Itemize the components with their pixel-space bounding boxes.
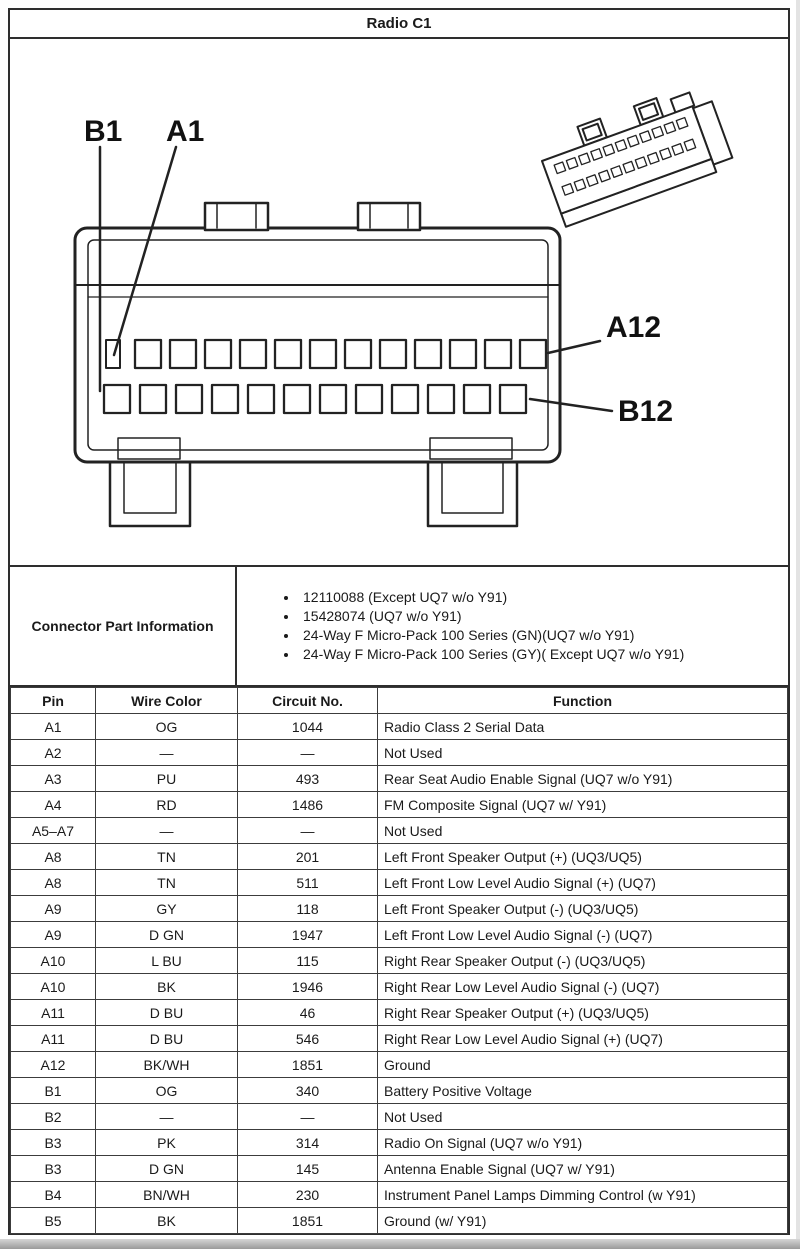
cell-function: Left Front Low Level Audio Signal (-) (UQ7) bbox=[378, 922, 788, 948]
cell-function: Not Used bbox=[378, 1104, 788, 1130]
cell-pin: B3 bbox=[11, 1156, 96, 1182]
table-header-row bbox=[11, 688, 788, 714]
cell-function: Ground bbox=[378, 1052, 788, 1078]
cell-circuit-no: 118 bbox=[238, 896, 378, 922]
cell-circuit-no: 1851 bbox=[238, 1052, 378, 1078]
cell-circuit-no: — bbox=[238, 818, 378, 844]
connector-diagram bbox=[10, 39, 788, 565]
page-title: Radio C1 bbox=[366, 15, 432, 32]
cell-circuit-no: 1946 bbox=[238, 974, 378, 1000]
cell-circuit-no: — bbox=[238, 740, 378, 766]
cell-pin: A8 bbox=[11, 870, 96, 896]
cell-pin: A11 bbox=[11, 1026, 96, 1052]
part-info-item: • 24-Way F Micro-Pack 100 Series (GN)(UQ7 w/o Y91) bbox=[299, 626, 684, 645]
cell-wire-color: PK bbox=[96, 1130, 238, 1156]
cell-pin: A10 bbox=[11, 974, 96, 1000]
cell-circuit-no: 115 bbox=[238, 948, 378, 974]
table-row bbox=[11, 922, 788, 948]
cell-pin: A10 bbox=[11, 948, 96, 974]
cell-function: Not Used bbox=[378, 740, 788, 766]
cell-function: Left Front Speaker Output (+) (UQ3/UQ5) bbox=[378, 844, 788, 870]
table-row bbox=[11, 948, 788, 974]
header-circuit-no: Circuit No. bbox=[238, 688, 378, 714]
cell-circuit-no: 314 bbox=[238, 1130, 378, 1156]
cell-circuit-no: 230 bbox=[238, 1182, 378, 1208]
cell-function: Right Rear Speaker Output (-) (UQ3/UQ5) bbox=[378, 948, 788, 974]
cell-circuit-no: 46 bbox=[238, 1000, 378, 1026]
table-row bbox=[11, 1104, 788, 1130]
cell-wire-color: D GN bbox=[96, 1156, 238, 1182]
cell-circuit-no: 546 bbox=[238, 1026, 378, 1052]
cell-wire-color: L BU bbox=[96, 948, 238, 974]
cell-function: FM Composite Signal (UQ7 w/ Y91) bbox=[378, 792, 788, 818]
cell-wire-color: TN bbox=[96, 844, 238, 870]
cell-wire-color: D BU bbox=[96, 1000, 238, 1026]
table-row bbox=[11, 792, 788, 818]
cell-wire-color: RD bbox=[96, 792, 238, 818]
cell-function: Left Front Low Level Audio Signal (+) (UQ7) bbox=[378, 870, 788, 896]
cell-function: Radio On Signal (UQ7 w/o Y91) bbox=[378, 1130, 788, 1156]
cell-pin: A9 bbox=[11, 896, 96, 922]
table-row bbox=[11, 844, 788, 870]
table-row bbox=[11, 766, 788, 792]
cell-function: Right Rear Speaker Output (+) (UQ3/UQ5) bbox=[378, 1000, 788, 1026]
cell-circuit-no: 1851 bbox=[238, 1208, 378, 1234]
cell-pin: B4 bbox=[11, 1182, 96, 1208]
cell-wire-color: BK bbox=[96, 1208, 238, 1234]
cell-pin: A11 bbox=[11, 1000, 96, 1026]
cell-wire-color: BK bbox=[96, 974, 238, 1000]
cell-pin: A2 bbox=[11, 740, 96, 766]
cell-pin: A9 bbox=[11, 922, 96, 948]
cell-circuit-no: 340 bbox=[238, 1078, 378, 1104]
cell-pin: B3 bbox=[11, 1130, 96, 1156]
table-row bbox=[11, 896, 788, 922]
cell-function: Instrument Panel Lamps Dimming Control (w Y91) bbox=[378, 1182, 788, 1208]
cell-pin: B5 bbox=[11, 1208, 96, 1234]
cell-wire-color: PU bbox=[96, 766, 238, 792]
table-row bbox=[11, 714, 788, 740]
cell-function: Right Rear Low Level Audio Signal (-) (UQ7) bbox=[378, 974, 788, 1000]
cell-pin: A4 bbox=[11, 792, 96, 818]
pinout-table bbox=[10, 687, 788, 1234]
cell-function: Rear Seat Audio Enable Signal (UQ7 w/o Y91) bbox=[378, 766, 788, 792]
scan-bottom-artifact bbox=[0, 1239, 800, 1249]
connector-part-info-list bbox=[237, 567, 788, 685]
table-row bbox=[11, 1052, 788, 1078]
cell-wire-color: — bbox=[96, 740, 238, 766]
table-row bbox=[11, 1078, 788, 1104]
pin-label-a12: A12 bbox=[606, 311, 662, 344]
cell-circuit-no: 1947 bbox=[238, 922, 378, 948]
connector-part-info-label: Connector Part Information bbox=[10, 567, 237, 685]
cell-pin: A5–A7 bbox=[11, 818, 96, 844]
cell-pin: A8 bbox=[11, 844, 96, 870]
connector-diagram-area bbox=[10, 39, 788, 567]
cell-wire-color: D GN bbox=[96, 922, 238, 948]
table-row bbox=[11, 1156, 788, 1182]
pin-label-b12: B12 bbox=[618, 395, 674, 428]
table-row bbox=[11, 870, 788, 896]
cell-function: Left Front Speaker Output (-) (UQ3/UQ5) bbox=[378, 896, 788, 922]
cell-pin: B2 bbox=[11, 1104, 96, 1130]
part-info-item: • 12110088 (Except UQ7 w/o Y91) bbox=[299, 588, 684, 607]
pin-label-a1: A1 bbox=[166, 115, 205, 148]
cell-pin: B1 bbox=[11, 1078, 96, 1104]
cell-circuit-no: 145 bbox=[238, 1156, 378, 1182]
cell-wire-color: TN bbox=[96, 870, 238, 896]
cell-wire-color: — bbox=[96, 818, 238, 844]
table-row bbox=[11, 1130, 788, 1156]
pinout-table-body bbox=[11, 714, 788, 1234]
cell-pin: A12 bbox=[11, 1052, 96, 1078]
table-row bbox=[11, 818, 788, 844]
table-row bbox=[11, 1026, 788, 1052]
cell-wire-color: OG bbox=[96, 1078, 238, 1104]
header-pin: Pin bbox=[11, 688, 96, 714]
pin-label-b1: B1 bbox=[84, 115, 123, 148]
title-bar bbox=[10, 10, 788, 39]
table-row bbox=[11, 740, 788, 766]
connector-3d-view bbox=[535, 81, 735, 227]
cell-function: Right Rear Low Level Audio Signal (+) (UQ7) bbox=[378, 1026, 788, 1052]
cell-function: Antenna Enable Signal (UQ7 w/ Y91) bbox=[378, 1156, 788, 1182]
table-row bbox=[11, 1208, 788, 1234]
cell-function: Not Used bbox=[378, 818, 788, 844]
cell-circuit-no: 493 bbox=[238, 766, 378, 792]
cell-wire-color: OG bbox=[96, 714, 238, 740]
header-wire-color: Wire Color bbox=[96, 688, 238, 714]
cell-circuit-no: — bbox=[238, 1104, 378, 1130]
cell-circuit-no: 1486 bbox=[238, 792, 378, 818]
cell-pin: A1 bbox=[11, 714, 96, 740]
scan-edge-artifact bbox=[796, 0, 800, 1249]
connector-top-tab-right bbox=[358, 203, 420, 230]
table-row bbox=[11, 1182, 788, 1208]
cell-wire-color: BK/WH bbox=[96, 1052, 238, 1078]
connector-foot-left bbox=[110, 460, 190, 526]
table-row bbox=[11, 1000, 788, 1026]
cell-wire-color: D BU bbox=[96, 1026, 238, 1052]
part-info-item: • 24-Way F Micro-Pack 100 Series (GY)( Except UQ7 w/o Y91) bbox=[299, 645, 684, 664]
cell-function: Radio Class 2 Serial Data bbox=[378, 714, 788, 740]
cell-wire-color: — bbox=[96, 1104, 238, 1130]
cell-circuit-no: 1044 bbox=[238, 714, 378, 740]
cell-wire-color: BN/WH bbox=[96, 1182, 238, 1208]
cell-circuit-no: 511 bbox=[238, 870, 378, 896]
connector-top-tab-left bbox=[205, 203, 268, 230]
connector-part-info-section bbox=[10, 567, 788, 687]
page-frame bbox=[8, 8, 790, 1235]
pinout-table-section bbox=[10, 687, 788, 1234]
cell-circuit-no: 201 bbox=[238, 844, 378, 870]
cell-function: Ground (w/ Y91) bbox=[378, 1208, 788, 1234]
cell-wire-color: GY bbox=[96, 896, 238, 922]
cell-pin: A3 bbox=[11, 766, 96, 792]
table-row bbox=[11, 974, 788, 1000]
cell-function: Battery Positive Voltage bbox=[378, 1078, 788, 1104]
header-function: Function bbox=[378, 688, 788, 714]
part-info-item: • 15428074 (UQ7 w/o Y91) bbox=[299, 607, 684, 626]
